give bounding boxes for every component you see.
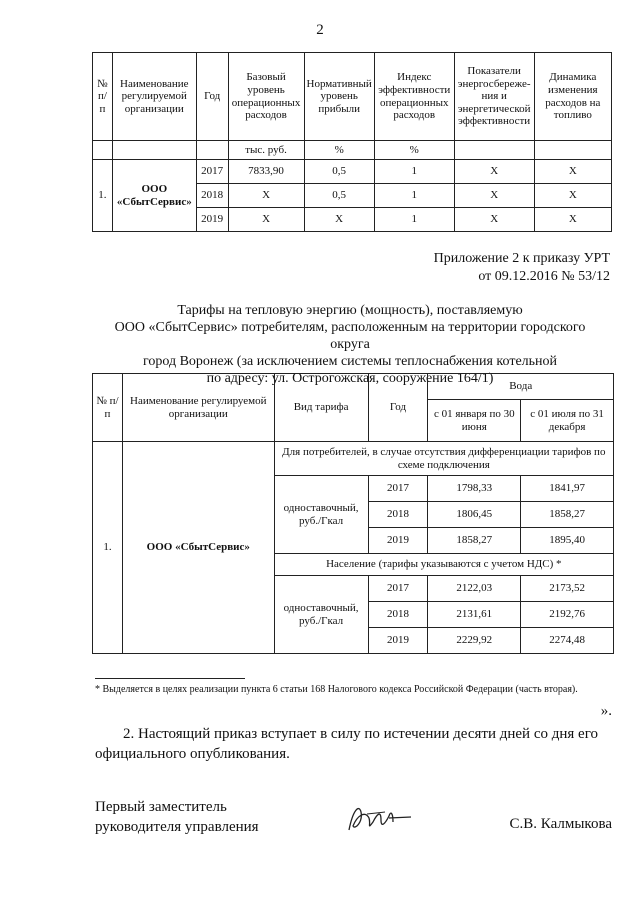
header-cell: Показатели энергосбереже-ния и энергетической эффективности [454,53,534,141]
section-label: Для потребителей, в случае отсутствия дифференциации тарифов по схеме подключения [274,442,613,476]
header-cell: Год [368,374,428,442]
tariff-title: Тарифы на тепловую энергию (мощность), поставляемую ООО «СбытСервис» потребителям, расположенным на территории городского округа город Воронеж (за исключением системы теплоснабжения котельной по адресу: ул. Острогожская, сооружение 164/1) [114,303,586,386]
header-cell: Год [196,53,228,141]
tariff-table [92,373,614,654]
header-cell: Наименование регулируемой организации [122,374,274,442]
footnote: * Выделяется в целях реализации пункта 6 статьи 168 Налогового кодекса Российской Федерации (часть вторая). [95,684,578,695]
closing-quote: ». [600,703,612,719]
header-cell: Базовый уровень операционных расходов [228,53,304,141]
table-row: 2018 1806,45 1858,27 [93,502,614,528]
row-number: 1. [93,442,123,654]
table-row: 2019 Х Х 1 Х Х [93,208,612,232]
unit-cell: тыс. руб. [228,141,304,160]
header-cell: Нормативный уровень прибыли [304,53,374,141]
header-cell: № п/п [93,374,123,442]
header-cell: Наименование регулируемой организации [112,53,196,141]
header-cell: Индекс эффективности операционных расходов [374,53,454,141]
organization-name: ООО «СбытСервис» [122,442,274,654]
header-cell: № п/ п [93,53,113,141]
section-label: Население (тарифы указываются с учетом НДС) * [274,554,613,576]
table-row: одноставочный, руб./Гкал 2017 1798,33 1841,97 [93,476,614,502]
signer-title: Первый заместитель руководителя управления [95,799,259,835]
table-row: 2019 1858,27 1895,40 [93,528,614,554]
organization-name: ООО «СбытСервис» [112,160,196,232]
order-paragraph: 2. Настоящий приказ вступает в силу по истечении десяти дней со дня его официального опубликования. [95,726,598,762]
page-number: 2 [316,22,324,38]
table-row: 2019 2229,92 2274,48 [93,628,614,654]
table-row: 2018 Х 0,5 1 Х Х [93,184,612,208]
tariff-type: одноставочный, руб./Гкал [274,576,368,654]
unit-cell: % [374,141,454,160]
appendix-reference: Приложение 2 к приказу УРТ от 09.12.2016 № 53/12 [433,251,610,284]
header-cell: Вид тарифа [274,374,368,442]
header-cell: Динамика изменения расходов на топливо [534,53,611,141]
table-row: одноставочный, руб./Гкал 2017 2122,03 2173,52 [93,576,614,602]
tariff-type: одноставочный, руб./Гкал [274,476,368,554]
signatory-name: С.В. Калмыкова [509,816,612,832]
section-row [93,442,614,476]
table-header-row [93,374,614,400]
table-row: 1. ООО «СбытСервис» 2017 7833,90 0,5 1 Х Х [93,160,612,184]
handwritten-signature [345,800,415,840]
header-cell: с 01 июля по 31 декабря [521,400,614,442]
table-row: 2018 2131,61 2192,76 [93,602,614,628]
operational-indicators-table [92,52,612,232]
units-row [93,141,612,160]
footnote-divider [95,678,245,679]
table-header-row [93,53,612,141]
header-cell: с 01 января по 30 июня [428,400,521,442]
unit-cell: % [304,141,374,160]
row-number: 1. [93,160,113,232]
header-cell: Вода [428,374,614,400]
